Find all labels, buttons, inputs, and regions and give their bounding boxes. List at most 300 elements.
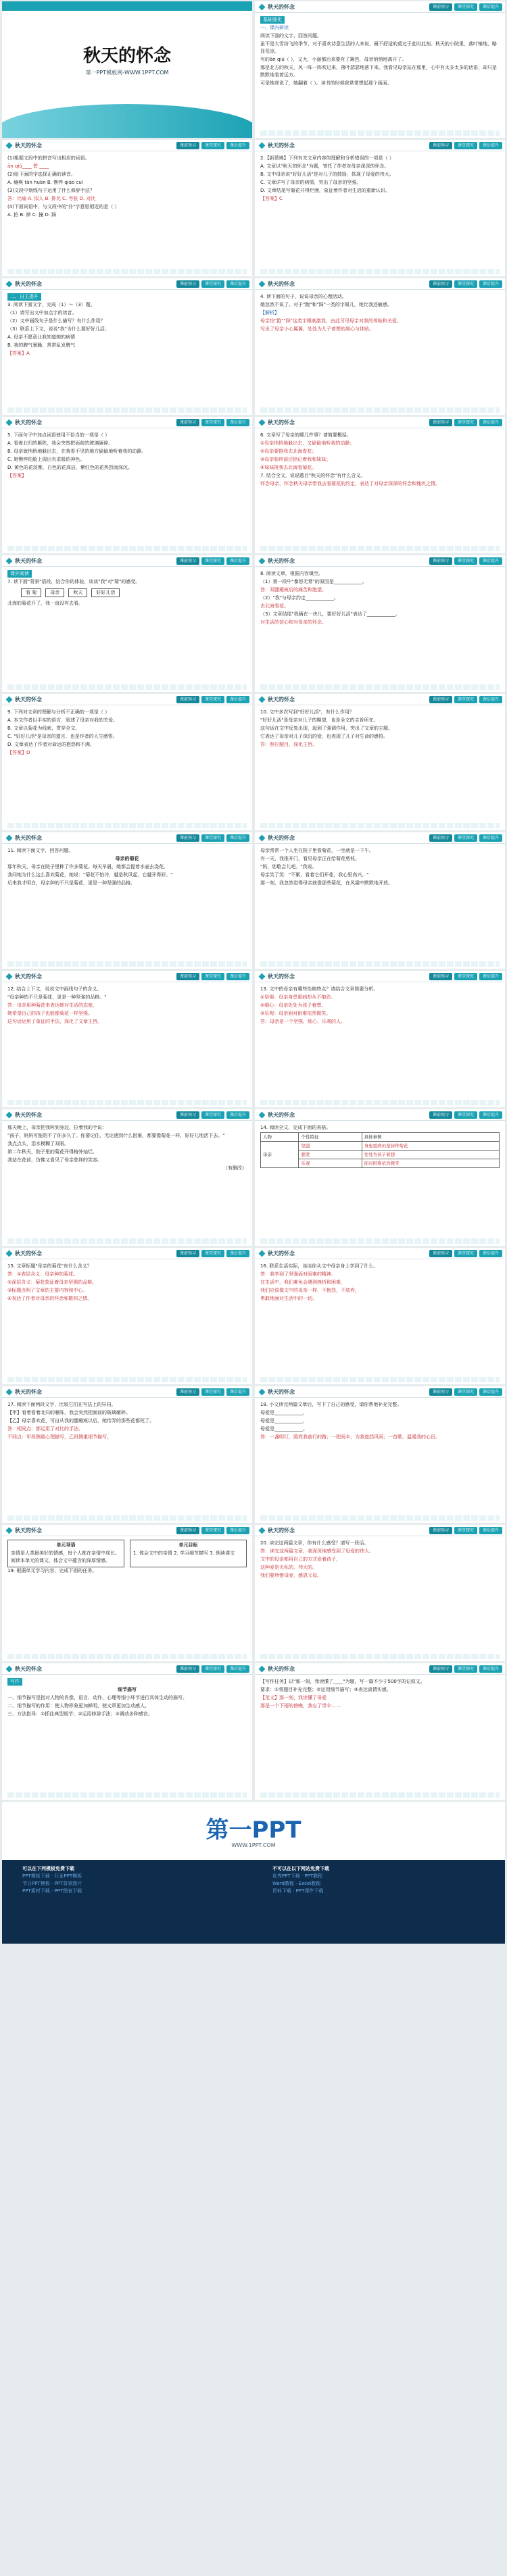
answer: 去北海看花。 (260, 603, 289, 609)
slide-body (7, 1540, 247, 1653)
slide-header (255, 832, 505, 844)
answer: 文中的母亲都用自己的方式爱着孩子， (260, 1557, 341, 1562)
tab-class[interactable]: 课堂探究 (201, 1388, 224, 1396)
answer: 答：读完这两篇文章，我深深地感受到了母爱的伟大。 (260, 1548, 374, 1554)
tab-after[interactable]: 课后提升 (226, 280, 249, 288)
slide-header (255, 1525, 505, 1536)
slide-body (260, 847, 500, 961)
tab-preview[interactable]: 课前预习 (429, 973, 452, 980)
tab-after[interactable]: 课后提升 (226, 1388, 249, 1396)
section-badge: 基础强化 (260, 16, 285, 24)
table-cell: 处处为孩子着想 (362, 1151, 499, 1159)
slide-header (255, 1, 505, 13)
ad-link[interactable]: 优秀PPT下载 · PPT教程 (272, 1873, 323, 1879)
page-strip (260, 1792, 500, 1798)
concept-box: 看 菊 (21, 588, 41, 597)
diamond-icon (6, 143, 13, 149)
text: 二、细节描写的作用：使人物形象更加鲜明，使文章更加生动感人。 (7, 1703, 149, 1709)
tab-after[interactable]: 课后提升 (226, 973, 249, 980)
text: 3. 阅读下面文字，完成（1）～（3）题。 (7, 302, 95, 307)
answer: 这句话运用了象征的手法，深化了文章主旨。 (7, 1019, 102, 1024)
cover-subtitle: 第一PPT模板网-WWW.1PPT.COM (85, 70, 169, 76)
table-header: 个性特征 (299, 1133, 362, 1142)
text: 它表达了母亲对儿子深沉的爱，也表现了儿子对生命的感悟。 (260, 734, 388, 739)
diamond-icon (6, 281, 13, 288)
text: 要求：①将题目补充完整；②运用细节描写；③表达真情实感。 (260, 1687, 391, 1692)
answer: 答：①表层含义：母亲种的菊花。 (7, 1271, 78, 1277)
page-strip (7, 684, 247, 690)
text: 阅读下面的文字，回答问题。 (260, 33, 322, 39)
slide-header (255, 1109, 505, 1121)
lesson-title: 秋天的怀念 (15, 1251, 42, 1257)
slide-14 (255, 832, 505, 969)
tab-after[interactable]: 课后提升 (479, 834, 502, 842)
ad-title: 不可以在以下网站免费下载 (272, 1866, 329, 1871)
slide-header (255, 971, 505, 982)
tab-class[interactable]: 课堂探究 (454, 557, 477, 565)
text: 虽不是大雪纷飞的季节，对于喜欢诗意生活的人来说，最不舒适的莫过于此时此刻。秋天的小院里，落叶铺地，略显荒凉。 (260, 41, 497, 54)
ad-link[interactable]: PPT模板下载 · 行业PPT模板 (22, 1873, 82, 1879)
slide-header (255, 694, 505, 705)
slide-13 (2, 832, 252, 969)
tab-class[interactable]: 课堂探究 (454, 142, 477, 149)
text: 母亲常常一个人坐在院子里看菊花，一坐就是一下午。 (260, 848, 374, 853)
tab-class[interactable]: 课堂探究 (454, 1665, 477, 1673)
text: 【写作任务】以"那一刻，我读懂了____"为题，写一篇不少于500字的记叙文。 (260, 1679, 425, 1684)
lesson-title: 秋天的怀念 (15, 835, 42, 841)
slide-body (260, 432, 500, 545)
text: 有一天，我推开门，看见母亲正在给菊花剪枝。 (260, 856, 360, 861)
tab-preview[interactable]: 课前预习 (429, 1250, 452, 1257)
tab-preview[interactable]: 课前预习 (429, 557, 452, 565)
diamond-icon (6, 420, 13, 426)
unit-boxes (7, 1540, 247, 1567)
text: 第二年秋天，院子里的菊花开得格外灿烂。 (7, 1149, 97, 1155)
answer: 写出了母亲小心翼翼、处处为儿子着想的细心与体贴。 (260, 326, 374, 332)
slide-body (7, 1263, 247, 1376)
tab-after[interactable]: 课后提升 (226, 142, 249, 149)
answer: 答：相同点：都运用了对比的手法。 (7, 1426, 83, 1432)
answer: 对生活的信心和对母亲的怀念。 (260, 620, 327, 625)
decor-wave (2, 104, 252, 138)
text: 5. 下面句子中加点词语使用不恰当的一项是（ ） (7, 432, 110, 438)
page-strip (7, 1654, 247, 1659)
tab-class[interactable]: 课堂探究 (454, 1111, 477, 1119)
lesson-title: 秋天的怀念 (15, 1389, 42, 1395)
source-note: （有删改） (223, 1165, 247, 1171)
text: B. 文中母亲说"好好儿活"是对儿子的鼓励，体现了母爱的伟大。 (260, 172, 394, 177)
slide-header (2, 971, 252, 982)
slide-body (7, 432, 247, 545)
tab-after[interactable]: 课后提升 (479, 1665, 502, 1673)
tab-class[interactable]: 课堂探究 (201, 557, 224, 565)
answer: 【答案】C (260, 196, 283, 201)
tab-preview[interactable]: 课前预习 (429, 1665, 452, 1673)
answer: ④妹妹推我去北海看菊花。 (260, 465, 317, 470)
text: 6. 文章写了母亲的哪几件事？请简要概括。 (260, 432, 352, 438)
slide-body (260, 1540, 500, 1653)
page-strip (7, 823, 247, 828)
slide-header (255, 1663, 505, 1675)
tab-class[interactable]: 课堂探究 (201, 419, 224, 426)
text: A. 看着北归的雁阵，我会突然把面前的玻璃砸碎。 (7, 440, 114, 446)
tab-class[interactable]: 课堂探究 (454, 1250, 477, 1257)
text: 母亲笑了笑："不累，看着它们开花，我心里高兴。" (260, 872, 369, 878)
slide-9 (2, 555, 252, 692)
page-strip (7, 1100, 247, 1105)
answer: 母亲怕"跑""踩"这类字眼刺激我，由此可见母亲对我的体贴和关爱。 (260, 318, 402, 324)
table-header: 人物 (261, 1133, 299, 1142)
slide-header (2, 832, 252, 844)
lesson-title: 秋天的怀念 (15, 420, 42, 426)
tab-preview[interactable]: 课前预习 (176, 1250, 199, 1257)
page-strip (260, 823, 500, 828)
text: 这句话在文中反复出现，起到了强调作用，突出了文章的主题。 (260, 726, 393, 731)
answer: 答：比喻 A. 拟人 B. 排比 C. 夸张 D. 对比 (7, 196, 96, 201)
lesson-title: 秋天的怀念 (268, 835, 295, 841)
unit-goal-box (130, 1540, 247, 1567)
text: （1）请写出文中加点字的读音。 (7, 310, 77, 315)
tab-class[interactable]: 课堂探究 (201, 696, 224, 703)
page-strip (260, 407, 500, 413)
passage-title: 母亲的菊花 (115, 856, 139, 861)
box-title: 单元导语 (56, 1542, 76, 1548)
tab-preview[interactable]: 课前预习 (429, 280, 452, 288)
tab-after[interactable]: 课后提升 (226, 696, 249, 703)
tab-preview[interactable]: 课前预习 (429, 1527, 452, 1534)
tab-after[interactable]: 课后提升 (479, 1388, 502, 1396)
ad-link[interactable]: Word教程 · Excel教程 (272, 1881, 321, 1886)
cover-slide (2, 1, 252, 138)
concept-box: 秋天 (68, 588, 87, 597)
slide-body (260, 1401, 500, 1515)
slide-6 (255, 278, 505, 415)
slide-body (260, 1263, 500, 1376)
slide-16 (255, 971, 505, 1107)
slide-25 (2, 1663, 252, 1800)
slide-body (260, 1124, 500, 1238)
answer: 【答案】 (7, 473, 26, 478)
tab-preview[interactable]: 课前预习 (429, 1111, 452, 1119)
slide-2 (255, 1, 505, 138)
tab-class[interactable]: 课堂探究 (201, 1111, 224, 1119)
lesson-title: 秋天的怀念 (15, 281, 42, 287)
tab-preview[interactable]: 课前预习 (176, 834, 199, 842)
answer: 在生活中，我们难免会遇到挫折和困难， (260, 1280, 345, 1285)
page-strip (260, 269, 500, 274)
tab-class[interactable]: 课堂探究 (454, 696, 477, 703)
slide-header (2, 694, 252, 705)
text: 8. 阅读文章，根据内容填空。 (260, 571, 323, 576)
diamond-icon (259, 1527, 266, 1534)
slide-header (255, 555, 505, 567)
diamond-icon (259, 420, 266, 426)
text: 18. 小文读完两篇文章后，写下了自己的感受，请你帮他补充完整。 (260, 1402, 402, 1407)
slide-19 (2, 1248, 252, 1384)
tab-class[interactable]: 课堂探究 (201, 973, 224, 980)
site-url: WWW.1PPT.COM (231, 1842, 276, 1848)
answer: 答：双腿瘫痪后的痛苦和绝望。 (260, 587, 327, 592)
slide-header (255, 1386, 505, 1398)
text: 可是她却说了，她翻着（ ）。读书的时候我常常想起那个画面。 (260, 80, 392, 86)
tab-after[interactable]: 课后提升 (479, 280, 502, 288)
slide-body (260, 709, 500, 822)
text: "好好儿活"是母亲对儿子的期望，也是全文的主旨所在。 (260, 717, 379, 723)
slide-24 (255, 1525, 505, 1661)
section-badge: 课外阅读 (7, 570, 32, 578)
tab-after[interactable]: 课后提升 (479, 142, 502, 149)
tab-after[interactable]: 课后提升 (226, 834, 249, 842)
text: 【乙】母亲喜欢花，可自从我的腿瘫痪以后，她侍弄的那些花都死了。 (7, 1418, 154, 1423)
tab-class[interactable]: 课堂探究 (454, 1527, 477, 1534)
section-badge: 二、自主提升 (7, 293, 41, 301)
tab-class[interactable]: 课堂探究 (201, 280, 224, 288)
lesson-title: 秋天的怀念 (15, 697, 42, 703)
slide-4 (255, 140, 505, 276)
lesson-title: 秋天的怀念 (268, 974, 295, 980)
text: 我点点头，泪水模糊了双眼。 (7, 1141, 69, 1146)
text: （3）联系上下文，说说"我"为什么要好好儿活。 (7, 326, 110, 332)
tab-class[interactable]: 课堂探究 (201, 1250, 224, 1257)
text: A. 拍 B. 摔 C. 撞 D. 踩 (7, 212, 57, 218)
text: 7. 结合全文，说说题目"秋天的怀念"有什么含义。 (260, 473, 366, 478)
tab-after[interactable]: 课后提升 (226, 419, 249, 426)
tab-preview[interactable]: 课前预习 (176, 1388, 199, 1396)
tab-after[interactable]: 课后提升 (226, 1250, 249, 1257)
answer: ④表达了作者对母亲的怀念和敬仰之情。 (7, 1296, 93, 1301)
concept-boxes (21, 588, 247, 597)
diamond-icon (6, 974, 13, 980)
text: 2.【新情境】下列有关文章内容的理解和分析错误的一项是（ ） (260, 155, 394, 161)
slide-15 (2, 971, 252, 1107)
slide-26 (255, 1663, 505, 1800)
slide-body (7, 155, 247, 268)
slide-body (7, 709, 247, 822)
text: D. 黄色的花淡雅，白色的花高洁，紫红色的花热烈而深沉。 (7, 465, 132, 470)
slide-body (7, 986, 247, 1099)
answer: ③标题点明了文章的主要内容和中心。 (7, 1288, 88, 1293)
tab-after[interactable]: 课后提升 (479, 419, 502, 426)
table-cell: 坚强 (299, 1142, 362, 1151)
tab-after[interactable]: 课后提升 (479, 696, 502, 703)
tab-preview[interactable]: 课前预习 (176, 1111, 199, 1119)
lesson-title: 秋天的怀念 (15, 1527, 42, 1534)
slide-18 (255, 1109, 505, 1246)
tab-preview[interactable]: 课前预习 (429, 1388, 452, 1396)
slide-header (2, 1248, 252, 1259)
slide-3 (2, 140, 252, 276)
lesson-title: 秋天的怀念 (268, 4, 295, 10)
lesson-title: 秋天的怀念 (268, 1112, 295, 1118)
tab-preview[interactable]: 课前预习 (176, 419, 199, 426)
tab-preview[interactable]: 课前预习 (176, 1665, 199, 1673)
tab-after[interactable]: 课后提升 (479, 973, 502, 980)
diamond-icon (6, 558, 13, 565)
diamond-icon (6, 1251, 13, 1257)
diamond-icon (259, 697, 266, 703)
diamond-icon (6, 835, 13, 842)
tab-preview[interactable]: 课前预习 (176, 696, 199, 703)
text: 20. 读完这两篇文章，你有什么感受？请写一段话。 (260, 1540, 369, 1546)
slide-header (2, 1386, 252, 1398)
tab-after[interactable]: 课后提升 (479, 1250, 502, 1257)
lesson-title: 秋天的怀念 (15, 558, 42, 564)
tab-preview[interactable]: 课前预习 (429, 696, 452, 703)
page-strip (7, 1792, 247, 1798)
text: 7. 读下面"背景"语段，结合你的体验，谈谈"我"对"菊"的感受。 (7, 579, 141, 584)
slide-body (260, 1678, 500, 1792)
tab-preview[interactable]: 课前预习 (176, 1527, 199, 1534)
text: (1)根据文段中的拼音写出相应的词语。 (7, 155, 90, 161)
slide-8 (255, 417, 505, 553)
tab-after[interactable]: 课后提升 (226, 1527, 249, 1534)
tab-class[interactable]: 课堂探究 (454, 3, 477, 11)
slide-header (2, 140, 252, 151)
tab-preview[interactable]: 课前预习 (429, 142, 452, 149)
text: 母爱是____________， (260, 1410, 308, 1415)
text: 19. 根据单元学习内容，完成下面的任务。 (7, 1568, 97, 1573)
text: "孩子，妈妈可能陪不了你多久了。你要记住，无论遇到什么困难，都要像菊花一样，好好儿地活下去。" (7, 1133, 225, 1138)
text: （3）文章结尾"我俩在一块儿，要好好儿活"表达了____________。 (260, 611, 400, 617)
section-title: 细节描写 (118, 1687, 137, 1692)
text: 9. 下列对文章的理解与分析不正确的一项是（ ） (7, 709, 110, 715)
lesson-title: 秋天的怀念 (268, 1251, 295, 1257)
tab-after[interactable]: 课后提升 (226, 1111, 249, 1119)
page-strip (7, 407, 247, 413)
slide-11 (2, 694, 252, 830)
text: 11. 阅读下面文字，回答问题。 (7, 848, 74, 853)
tab-preview[interactable]: 课前预习 (176, 280, 199, 288)
diamond-icon (259, 835, 266, 842)
answer: 【答案】A (7, 351, 30, 356)
text: B. 文章以菊花为线索，贯穿全文。 (7, 726, 80, 731)
slide-header (2, 278, 252, 290)
text: 15. 文章标题"母亲的菊花"有什么含义？ (7, 1263, 92, 1269)
answer: ①坚强：母亲身患重病却从不抱怨。 (260, 994, 336, 1000)
ad-link[interactable]: PPT素材下载 · PPT图表下载 (22, 1888, 82, 1894)
slide-body (7, 293, 247, 407)
text: 那一刻，我忽然觉得母亲就像那些菊花，在风霜中默默地开放。 (260, 880, 393, 886)
text: 10. 文中多次写到"好好儿活"，有什么作用？ (260, 709, 354, 715)
tab-after[interactable]: 课后提升 (479, 1111, 502, 1119)
ad-link[interactable]: 资料下载 · PPT课件下载 (272, 1888, 324, 1894)
page-strip (260, 961, 500, 967)
slide-header (2, 1525, 252, 1536)
slide-body (260, 986, 500, 1099)
ad-column-right (272, 1865, 428, 1895)
tab-class[interactable]: 课堂探究 (454, 973, 477, 980)
answer: 答：母亲是一个坚强、细心、乐观的人。 (260, 1019, 345, 1024)
slide-header (2, 1663, 252, 1675)
answer: 答：照应题目，深化主旨。 (260, 742, 317, 747)
tab-class[interactable]: 课堂探究 (454, 1388, 477, 1396)
tab-preview[interactable]: 课前预习 (176, 973, 199, 980)
text: A. 瘫痪 tān huàn B. 憔悴 qiáo cuì (7, 180, 83, 185)
ad-link[interactable]: 节日PPT模板 · PPT背景图片 (22, 1881, 82, 1886)
text: 三、方法指导：①抓住典型细节；②运用修辞手法；③调动多种感官。 (7, 1711, 153, 1717)
ad-panel (2, 1860, 505, 1944)
text: 17. 阅读下面两段文字，比较它们在写法上的异同。 (7, 1402, 116, 1407)
text: D. 文章结尾写菊花开得烂漫，象征着作者对生活的重新认识。 (260, 188, 390, 193)
tab-after[interactable]: 课后提升 (226, 557, 249, 565)
table-cell: 母亲 (261, 1142, 299, 1168)
box-title: 单元目标 (178, 1542, 198, 1548)
tab-class[interactable]: 课堂探究 (201, 1527, 224, 1534)
ad-title: 可以在下列模板免费下载 (22, 1866, 74, 1871)
tab-class[interactable]: 课堂探究 (454, 280, 477, 288)
answer: 这种爱是无私的、伟大的。 (260, 1565, 317, 1570)
page-strip (260, 1238, 500, 1244)
page-strip (7, 546, 247, 551)
tab-after[interactable]: 课后提升 (479, 557, 502, 565)
text: 1. 体会文中的亲情 2. 学习细节描写 3. 朗读课文 (133, 1550, 235, 1556)
page-strip (260, 130, 500, 136)
tab-after[interactable]: 课后提升 (479, 1527, 502, 1534)
text: C. 她憔悴的脸上现出央求般的神色。 (7, 457, 85, 462)
tab-class[interactable]: 课堂探究 (201, 1665, 224, 1673)
text: 北海的菊花开了，我一直没有去看。 (7, 601, 83, 606)
text: 一、细节描写是指对人物的肖像、语言、动作、心理等细小环节进行具体生动的描写。 (7, 1695, 187, 1700)
tab-class[interactable]: 课堂探究 (201, 834, 224, 842)
answer: 我们应该像文中的母亲一样，不抱怨，不放弃， (260, 1288, 360, 1293)
answer: 不同点：甲段侧重心理描写，乙段侧重细节描写。 (7, 1434, 112, 1440)
page-strip (7, 1515, 247, 1521)
text: "母亲种的不只是菊花，更是一种坚强的品格。" (7, 994, 107, 1000)
diamond-icon (6, 697, 13, 703)
answer: 【答案】D (7, 750, 30, 755)
page-strip (260, 546, 500, 551)
tab-class[interactable]: 课堂探究 (454, 419, 477, 426)
cover-title: 秋天的怀念 (82, 46, 171, 66)
answer: ③母亲临终前还惦记着我和妹妹； (260, 457, 331, 462)
diamond-icon (259, 1251, 266, 1257)
tab-after[interactable]: 课后提升 (479, 3, 502, 11)
diamond-icon (6, 1112, 13, 1119)
tab-class[interactable]: 课堂探究 (201, 142, 224, 149)
diamond-icon (259, 4, 266, 11)
slide-body (7, 1678, 247, 1792)
table-cell: 身患重病仍坚持种菊花 (362, 1142, 499, 1151)
text: 13. 文中的母亲有哪些性格特点？请结合文章简要分析。 (260, 986, 379, 992)
site-logo: 第一PPT (206, 1817, 301, 1844)
slide-20 (255, 1248, 505, 1384)
answer: 怀念母亲，怀念秋天母亲带我去看菊花的约定，表达了对母亲深深的怀念和愧疚之情。 (260, 481, 440, 486)
tab-preview[interactable]: 课前预习 (429, 419, 452, 426)
tab-after[interactable]: 课后提升 (226, 1665, 249, 1673)
slide-body (260, 570, 500, 684)
text: 她忽然不说了。对于"跑"和"踩"一类的字眼儿，她比我还敏感。 (260, 302, 392, 307)
text: 14. 阅读全文，完成下面的表格。 (260, 1125, 331, 1130)
answer: 我们要珍惜母爱，感恩父母。 (260, 1573, 322, 1578)
answer: ②深层含义：菊花象征着母亲坚强的品格。 (7, 1280, 97, 1285)
page-strip (260, 1100, 500, 1105)
lesson-title: 秋天的怀念 (268, 1389, 295, 1395)
tab-preview[interactable]: 课前预习 (176, 557, 199, 565)
tab-preview[interactable]: 课前预习 (429, 3, 452, 11)
diamond-icon (259, 974, 266, 980)
slide-10 (255, 555, 505, 692)
text: 那年秋天，母亲在院子里种了许多菊花。每天早晨，她都会提着水壶去浇花。 (7, 864, 168, 869)
text: 16. 联系生活实际，谈谈你从文中母亲身上学到了什么。 (260, 1263, 379, 1269)
concept-box: 母亲 (45, 588, 64, 597)
unit-intro-box (7, 1540, 124, 1567)
tab-class[interactable]: 课堂探究 (454, 834, 477, 842)
slide-header (255, 140, 505, 151)
lesson-title: 秋天的怀念 (268, 1666, 295, 1672)
tab-preview[interactable]: 课前预习 (176, 142, 199, 149)
text: 后来我才明白，母亲种的不只是菊花，更是一种坚强的品格。 (7, 880, 135, 886)
tab-preview[interactable]: 课前预习 (429, 834, 452, 842)
